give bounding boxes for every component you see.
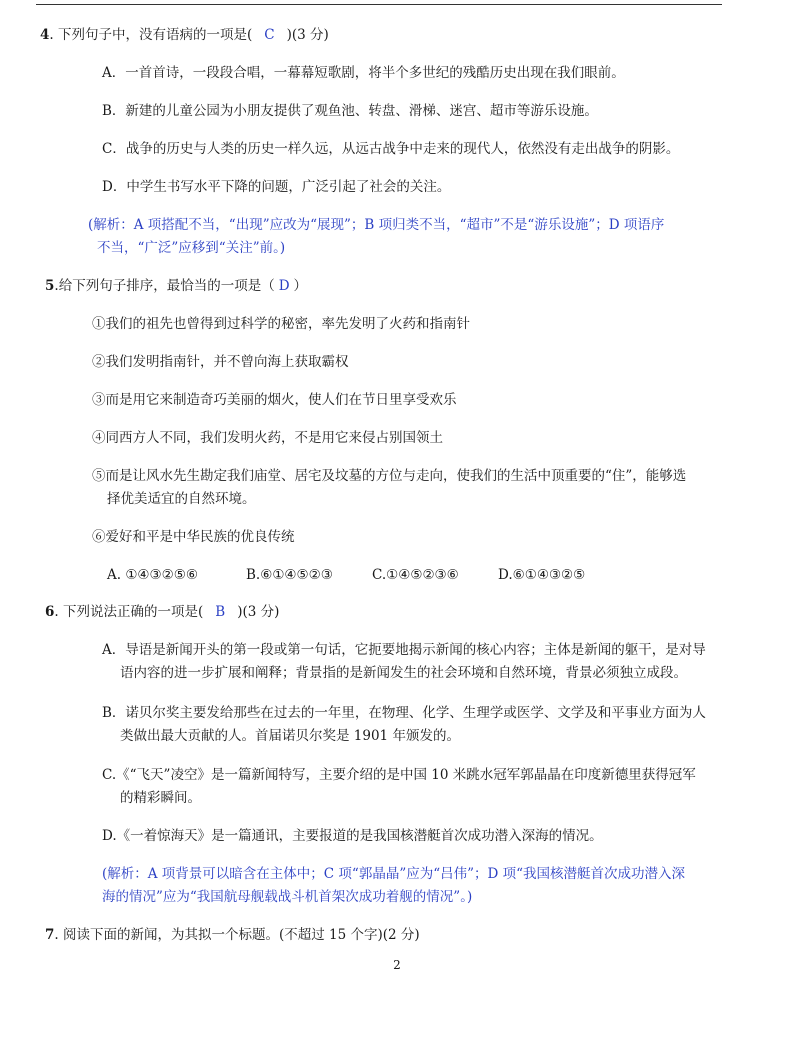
q6-analysis-line-1: (解析：A 项背景可以暗含在主体中；C 项“郭晶晶”应为“吕伟”；D 项“我国核潜艇首次成功潜入深 [102,866,686,882]
q4-number: 4 [40,27,50,43]
q7-stem [45,925,420,945]
q5-sentence-2: ②我们发明指南针，并不曾向海上获取霸权 [92,354,349,370]
q5-sentence-1: ①我们的祖先也曾得到过科学的秘密，率先发明了火药和指南针 [92,316,470,332]
q4-option-a: A．一首首诗，一段段合唱，一幕幕短歌剧，将半个多世纪的残酷历史出现在我们眼前。 [102,65,625,81]
q4-stem-text: . 下列句子中，没有语病的一项是( [49,27,253,43]
q6-option-a-line-1: A．导语是新闻开头的第一段或第一句话，它扼要地揭示新闻的核心内容；主体是新闻的躯干，是对导 [102,642,706,658]
q5-number: 5 [45,278,55,294]
q5-choice-b: B.⑥①④⑤②③ [246,567,333,583]
q4-analysis-line-1: (解析：A 项搭配不当，“出现”应改为“展现”；B 项归类不当，“超市”不是“游乐设施”；D 项语序 [88,217,665,233]
q5-sentence-6: ⑥爱好和平是中华民族的优良传统 [92,529,295,545]
q6-option-c-line-2: 的精彩瞬间。 [120,790,201,806]
q5-answer: D [278,278,290,294]
q6-option-b-line-1: B．诺贝尔奖主要发给那些在过去的一年里，在物理、化学、生理学或医学、文学及和平事业方面为人 [102,705,706,721]
q4-option-c: C．战争的历史与人类的历史一样久远，从远古战争中走来的现代人，依然没有走出战争的阴影。 [102,141,680,157]
q6-stem-suffix: )(3 分) [237,604,280,620]
q4-option-d: D．中学生书写水平下降的问题，广泛引起了社会的关注。 [102,179,451,195]
top-rule [36,4,722,5]
q7-stem-text: . 阅读下面的新闻，为其拟一个标题。(不超过 15 个字)(2 分) [54,927,420,943]
q6-option-a-line-2: 语内容的进一步扩展和阐释；背景指的是新闻发生的社会环境和自然环境，背景必须独立成段。 [120,665,687,681]
q5-sentence-5-line-2: 择优美适宜的自然环境。 [107,491,256,507]
q6-analysis-line-2: 海的情况”应为“我国航母舰载战斗机首架次成功着舰的情况”。) [102,889,473,905]
q5-stem-text: .给下列句子排序，最恰当的一项是（ [54,278,275,294]
q6-option-d: D.《一着惊海天》是一篇通讯，主要报道的是我国核潜艇首次成功潜入深海的情况。 [102,828,603,844]
q6-answer: B [215,604,226,620]
q4-stem-suffix: )(3 分) [286,27,329,43]
q5-stem-suffix: ） [293,278,308,294]
q4-stem [40,25,329,45]
q6-stem-text: . 下列说法正确的一项是( [54,604,204,620]
q5-sentence-4: ④同西方人不同，我们发明火药，不是用它来侵占别国领土 [92,430,443,446]
q5-choice-d: D.⑥①④③②⑤ [498,567,586,583]
q5-sentence-5-line-1: ⑤而是让风水先生勘定我们庙堂、居宅及坟墓的方位与走向，使我们的生活中顶重要的“住”，能够选 [92,468,687,484]
q4-analysis-line-2: 不当，“广泛”应移到“关注”前。) [97,240,286,256]
q4-option-b: B．新建的儿童公园为小朋友提供了观鱼池、转盘、滑梯、迷宫、超市等游乐设施。 [102,103,598,119]
q6-option-b-line-2: 类做出最大贡献的人。首届诺贝尔奖是 1901 年颁发的。 [120,728,460,744]
q6-number: 6 [45,604,55,620]
q5-choice-a: A. ①④③②⑤⑥ [107,567,198,583]
q5-stem [45,276,307,296]
q5-sentence-3: ③而是用它来制造奇巧美丽的烟火，使人们在节日里享受欢乐 [92,392,457,408]
q6-stem [45,602,279,622]
q6-option-c-line-1: C.《“飞天”凌空》是一篇新闻特写，主要介绍的是中国 10 米跳水冠军郭晶晶在印度新德里获得冠军 [102,767,696,783]
q4-answer: C [264,27,275,43]
q5-choice-c: C.①④⑤②③⑥ [372,567,459,583]
page-number: 2 [393,958,401,972]
q7-number: 7 [45,927,55,943]
